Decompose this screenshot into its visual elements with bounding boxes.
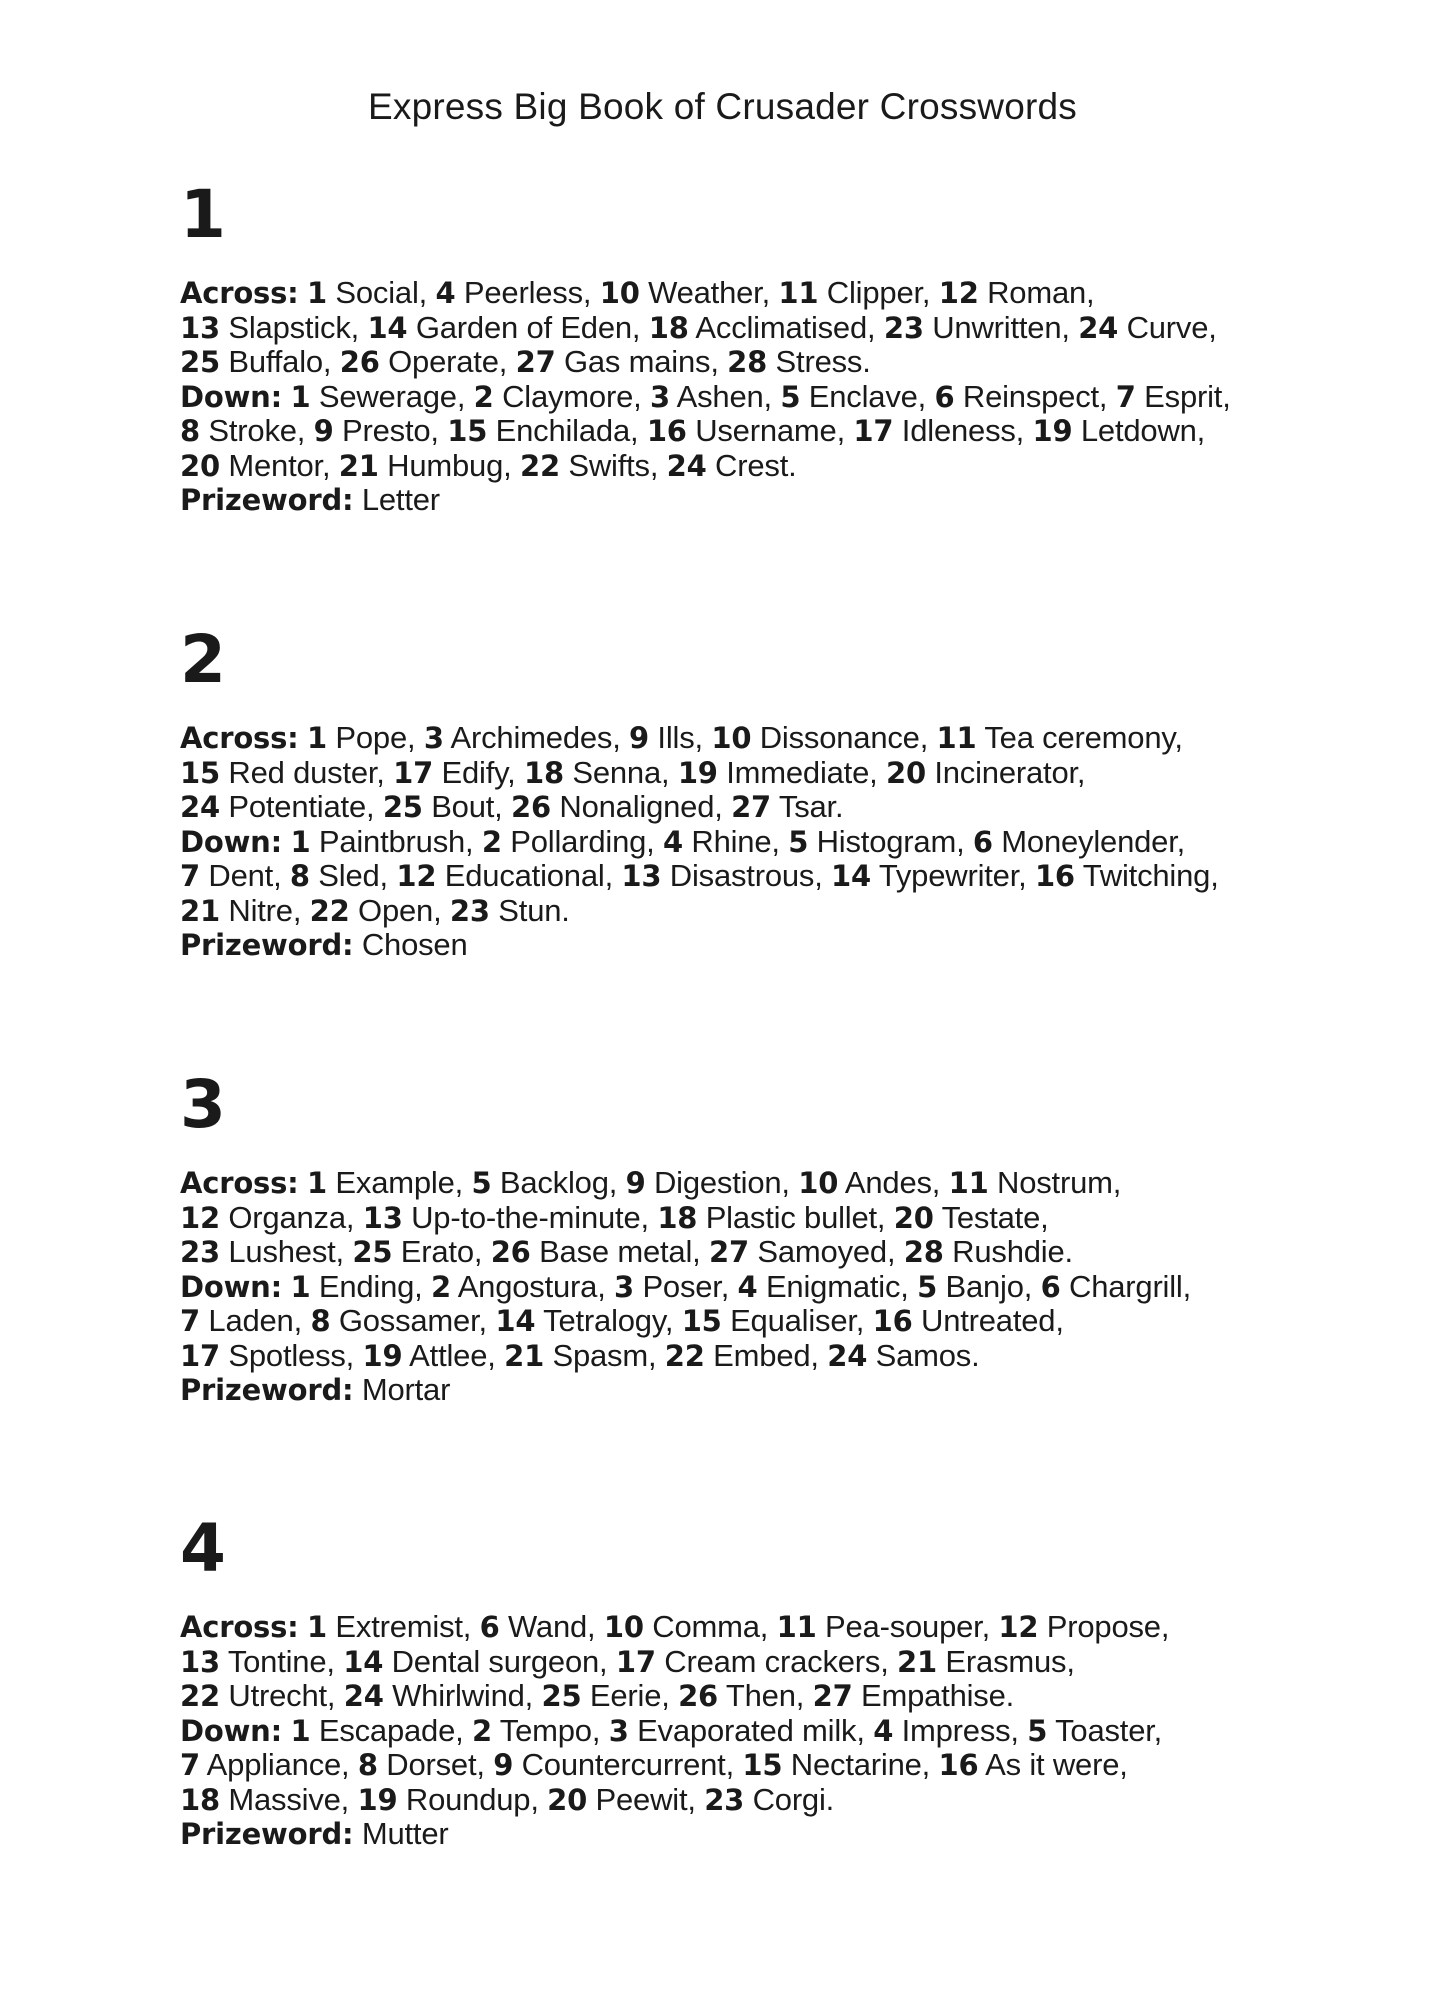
answer-text: Corgi. xyxy=(744,1781,835,1817)
clue-number: 13 xyxy=(621,859,662,893)
clue-number: 8 xyxy=(289,859,310,893)
answer-text: Countercurrent, xyxy=(513,1747,743,1782)
clue-number: Prizeword: xyxy=(180,1817,354,1851)
answer-text: Chargrill, xyxy=(1060,1268,1192,1304)
answer-text: Andes, xyxy=(838,1165,949,1200)
answer-text: Acclimatised, xyxy=(688,309,884,345)
puzzle-4 xyxy=(180,1510,1360,1852)
clue-number: 11 xyxy=(778,276,819,310)
answer-text xyxy=(299,720,307,755)
clue-number: 3 xyxy=(423,721,444,755)
clue-number: 11 xyxy=(948,1166,989,1200)
clue-number: 28 xyxy=(903,1235,944,1269)
solution-text xyxy=(180,276,1360,518)
answer-text: Testate, xyxy=(933,1199,1049,1235)
answer-text: Attlee, xyxy=(402,1337,505,1373)
answer-text: Peewit, xyxy=(587,1781,705,1817)
clue-number: 14 xyxy=(831,859,871,893)
answer-text: As it were, xyxy=(978,1747,1128,1782)
clue-number: 3 xyxy=(608,1713,629,1748)
clue-number: 12 xyxy=(998,1610,1039,1644)
clue-number: Across: xyxy=(180,1166,299,1200)
clue-number: 7 xyxy=(1115,379,1136,414)
clue-number: 13 xyxy=(362,1200,403,1235)
solution-line xyxy=(180,1373,1360,1408)
answer-text: Plastic bullet, xyxy=(697,1199,894,1235)
clue-number: 24 xyxy=(343,1679,384,1713)
answer-text: Stun. xyxy=(489,892,570,928)
clue-number: 20 xyxy=(180,448,220,483)
clue-number: 19 xyxy=(677,755,718,790)
answer-text: Ills, xyxy=(649,720,712,755)
answer-text: Unwritten, xyxy=(923,309,1079,345)
answer-text: Enclave, xyxy=(800,378,935,414)
clue-number: 15 xyxy=(180,755,220,790)
answer-text: Spotless, xyxy=(219,1337,363,1373)
clue-number: 11 xyxy=(936,721,977,755)
answer-text: Disastrous, xyxy=(661,858,832,893)
clue-number: 24 xyxy=(827,1338,868,1373)
clue-number: 19 xyxy=(362,1338,403,1373)
clue-number: 5 xyxy=(471,1166,492,1200)
answer-text: Incinerator, xyxy=(925,754,1086,790)
answer-text: Eerie, xyxy=(581,1678,679,1713)
puzzle-number: 1 xyxy=(180,176,226,253)
answer-text: Histogram, xyxy=(808,823,973,859)
answer-text: Educational, xyxy=(436,858,622,893)
solution-line xyxy=(180,859,1360,894)
answer-text: Erasmus, xyxy=(937,1643,1075,1679)
clue-number: 1 xyxy=(290,1713,311,1748)
answer-text: Backlog, xyxy=(491,1165,626,1200)
answer-text: Gossamer, xyxy=(330,1303,496,1338)
clue-number: 6 xyxy=(972,824,993,859)
answer-text: Laden, xyxy=(199,1303,311,1338)
solution-line xyxy=(180,1235,1360,1270)
answer-text: Tetralogy, xyxy=(535,1303,682,1338)
answer-text: Rhine, xyxy=(682,823,789,859)
answer-text: Idleness, xyxy=(893,413,1033,448)
clue-number: 21 xyxy=(338,448,379,483)
answer-text: Letter xyxy=(353,482,440,517)
clue-number: 16 xyxy=(1034,859,1075,893)
clue-number: 8 xyxy=(357,1748,378,1782)
solution-line xyxy=(180,276,1360,311)
solution-line xyxy=(180,1304,1360,1339)
answer-text: Banjo, xyxy=(937,1268,1041,1304)
answer-text: Propose, xyxy=(1038,1609,1170,1644)
answer-text: Open, xyxy=(349,892,450,928)
answer-text: Dent, xyxy=(199,858,290,893)
answer-text: Ending, xyxy=(310,1268,432,1304)
answer-text: Paintbrush, xyxy=(310,823,482,859)
clue-number: 25 xyxy=(541,1679,582,1713)
clue-number: Across: xyxy=(180,276,299,310)
clue-number: 2 xyxy=(471,1713,492,1748)
clue-number: 18 xyxy=(657,1200,698,1235)
answer-text: Roundup, xyxy=(397,1781,548,1817)
clue-number: 27 xyxy=(709,1235,749,1269)
clue-number: 16 xyxy=(938,1748,979,1782)
answer-text: Escapade, xyxy=(310,1712,472,1748)
answer-text xyxy=(299,275,307,310)
clue-number: 27 xyxy=(812,1679,853,1713)
clue-number: 25 xyxy=(180,345,220,379)
clue-number: 26 xyxy=(678,1679,719,1713)
answer-text: Comma, xyxy=(643,1609,777,1644)
answer-text: Enigmatic, xyxy=(757,1268,918,1304)
solution-line xyxy=(180,1339,1360,1374)
clue-number: 2 xyxy=(431,1269,451,1304)
clue-number: Prizeword: xyxy=(180,483,354,517)
clue-number: 18 xyxy=(648,310,689,345)
solution-line xyxy=(180,1270,1360,1305)
clue-number: 4 xyxy=(435,276,456,310)
answer-text: Mentor, xyxy=(219,447,339,483)
clue-number: 1 xyxy=(290,824,311,859)
clue-number: 6 xyxy=(1040,1269,1061,1304)
clue-number: 24 xyxy=(666,448,707,483)
answer-text: Angostura, xyxy=(451,1268,615,1304)
answer-text: Untreated, xyxy=(912,1303,1064,1338)
answer-text: Social, xyxy=(327,275,436,310)
clue-number: 17 xyxy=(853,414,894,448)
answer-text: Pope, xyxy=(327,720,424,755)
answer-text: Presto, xyxy=(333,413,448,448)
clue-number: 9 xyxy=(313,414,334,448)
answer-text: Peerless, xyxy=(455,275,600,310)
answer-text: Chosen xyxy=(353,927,468,962)
answer-text: Buffalo, xyxy=(219,344,340,379)
answer-text: Enchilada, xyxy=(487,413,647,448)
solution-line xyxy=(180,414,1360,449)
clue-number: 13 xyxy=(180,1644,220,1679)
answer-text: Pollarding, xyxy=(501,823,663,859)
answer-text: Clipper, xyxy=(818,275,939,310)
clue-number: 19 xyxy=(1032,414,1073,448)
clue-number: 27 xyxy=(731,790,772,824)
clue-number: 2 xyxy=(481,824,502,859)
answer-text: Username, xyxy=(686,413,854,448)
clue-number: 21 xyxy=(180,893,220,928)
clue-number: 23 xyxy=(180,1235,220,1269)
clue-number: 1 xyxy=(290,379,311,414)
answer-text: Immediate, xyxy=(717,754,886,790)
answer-text: Tontine, xyxy=(219,1643,344,1679)
clue-number: 19 xyxy=(357,1782,398,1817)
solution-line xyxy=(180,1610,1360,1645)
clue-number: 3 xyxy=(614,1269,635,1304)
solution-line xyxy=(180,345,1360,380)
solution-line xyxy=(180,928,1360,963)
clue-number: 10 xyxy=(603,1610,644,1644)
answer-text: Extremist, xyxy=(327,1609,480,1644)
clue-number: 12 xyxy=(180,1200,220,1235)
clue-number: 5 xyxy=(1027,1713,1048,1748)
answer-text: Evaporated milk, xyxy=(628,1712,874,1748)
clue-number: 26 xyxy=(339,345,380,379)
clue-number: 9 xyxy=(625,1166,646,1200)
clue-number: 10 xyxy=(711,721,752,755)
clue-number: Down: xyxy=(180,379,283,414)
solution-line xyxy=(180,756,1360,791)
solution-line xyxy=(180,790,1360,825)
clue-number: 20 xyxy=(885,755,926,790)
clue-number: 2 xyxy=(473,379,494,414)
solution-line xyxy=(180,1645,1360,1680)
clue-number: 27 xyxy=(515,345,556,379)
answer-text: Edify, xyxy=(433,754,524,790)
answer-text: Curve, xyxy=(1118,309,1217,345)
clue-number: 9 xyxy=(629,721,650,755)
solution-line xyxy=(180,380,1360,415)
solution-line xyxy=(180,311,1360,346)
puzzle-2 xyxy=(180,621,1360,963)
answer-text: Mortar xyxy=(353,1372,451,1407)
solution-line xyxy=(180,1201,1360,1236)
solution-line xyxy=(180,721,1360,756)
solution-text xyxy=(180,1166,1360,1408)
clue-number: 14 xyxy=(495,1304,536,1338)
answer-text: Impress, xyxy=(893,1712,1028,1748)
answer-text: Whirlwind, xyxy=(383,1678,542,1713)
clue-number: 22 xyxy=(519,448,560,483)
answer-text: Tempo, xyxy=(491,1712,609,1748)
answer-text: Cream crackers, xyxy=(655,1643,898,1679)
clue-number: 4 xyxy=(662,824,683,859)
answer-text: Stress. xyxy=(767,344,871,379)
answer-text: Base metal, xyxy=(530,1234,709,1269)
clue-number: 16 xyxy=(872,1304,913,1338)
clue-number: 12 xyxy=(396,859,437,893)
answer-text: Poser, xyxy=(634,1268,738,1304)
solution-line xyxy=(180,825,1360,860)
answer-text: Potentiate, xyxy=(219,789,383,824)
puzzle-number: 3 xyxy=(180,1066,226,1143)
answer-text: Nectarine, xyxy=(782,1747,939,1782)
answer-text: Slapstick, xyxy=(219,309,368,345)
clue-number: 20 xyxy=(547,1782,588,1817)
answer-text: Claymore, xyxy=(493,378,650,414)
clue-number: 1 xyxy=(307,1166,327,1200)
answer-text: Moneylender, xyxy=(992,823,1186,859)
clue-number: 6 xyxy=(934,379,955,414)
puzzle-number: 2 xyxy=(180,621,226,698)
answer-text: Twitching, xyxy=(1074,858,1219,893)
answer-text: Erato, xyxy=(392,1234,491,1269)
answer-text: Typewriter, xyxy=(871,858,1035,893)
clue-number: 24 xyxy=(180,790,220,824)
clue-number: 5 xyxy=(780,379,801,414)
solution-line xyxy=(180,1714,1360,1749)
answer-text: Roman, xyxy=(978,275,1095,310)
answer-text: Red duster, xyxy=(219,754,394,790)
solution-text xyxy=(180,721,1360,963)
clue-number: 18 xyxy=(523,755,564,790)
clue-number: Across: xyxy=(180,721,299,755)
clue-number: 11 xyxy=(776,1610,817,1644)
answer-text: Tsar. xyxy=(771,789,844,824)
clue-number: 8 xyxy=(180,414,200,448)
clue-number: 10 xyxy=(798,1166,839,1200)
answer-text: Nonaligned, xyxy=(550,789,732,824)
answer-text: Empathise. xyxy=(852,1678,1015,1713)
answer-text: Pea-souper, xyxy=(816,1609,999,1644)
solution-line xyxy=(180,1783,1360,1818)
clue-number: 17 xyxy=(180,1338,220,1373)
answer-text: Then, xyxy=(718,1678,813,1713)
clue-number: 13 xyxy=(180,310,220,345)
clue-number: 1 xyxy=(307,276,327,310)
clue-number: 15 xyxy=(681,1304,722,1338)
answer-text: Digestion, xyxy=(645,1165,799,1200)
clue-number: 26 xyxy=(490,1235,531,1269)
clue-number: 25 xyxy=(382,790,423,824)
solution-line xyxy=(180,483,1360,518)
answer-text: Example, xyxy=(327,1165,472,1200)
answer-text: Dental surgeon, xyxy=(383,1643,616,1679)
answer-text: Up-to-the-minute, xyxy=(402,1199,658,1235)
answer-text: Bout, xyxy=(422,789,512,824)
solution-text xyxy=(180,1610,1360,1852)
puzzle-3 xyxy=(180,1066,1360,1408)
clue-number: 23 xyxy=(883,310,924,345)
answer-text: Samos. xyxy=(867,1337,980,1373)
solution-line xyxy=(180,449,1360,484)
answer-text: Samoyed, xyxy=(748,1234,904,1269)
clue-number: 20 xyxy=(893,1200,934,1235)
answer-text: Stroke, xyxy=(199,413,314,448)
answer-text: Archimedes, xyxy=(443,720,630,755)
answer-text: Swifts, xyxy=(559,447,667,483)
clue-number: 14 xyxy=(343,1644,384,1679)
clue-number: 5 xyxy=(917,1269,938,1304)
solution-line xyxy=(180,1679,1360,1714)
clue-number: 28 xyxy=(727,345,768,379)
answer-text: Lushest, xyxy=(219,1234,353,1269)
answer-text: Senna, xyxy=(563,754,678,790)
answer-text: Esprit, xyxy=(1135,378,1231,414)
clue-number: 22 xyxy=(309,893,350,928)
answer-text: Spasm, xyxy=(544,1337,665,1373)
answer-text: Sled, xyxy=(309,858,397,893)
clue-number: 1 xyxy=(307,1610,327,1644)
clue-number: 7 xyxy=(180,859,200,893)
clue-number: 1 xyxy=(290,1269,311,1304)
clue-number: 8 xyxy=(310,1304,331,1338)
clue-number: 15 xyxy=(447,414,488,448)
answer-text: Dissonance, xyxy=(751,720,937,755)
clue-number: 23 xyxy=(449,893,490,928)
clue-number: Prizeword: xyxy=(180,928,354,962)
answer-text: Utrecht, xyxy=(219,1678,344,1713)
clue-number: 9 xyxy=(493,1748,514,1782)
answer-text: Tea ceremony, xyxy=(976,720,1183,755)
answer-text: Massive, xyxy=(219,1781,358,1817)
page-title: Express Big Book of Crusader Crosswords xyxy=(367,86,1077,127)
clue-number: 1 xyxy=(307,721,327,755)
answer-text xyxy=(299,1609,307,1644)
answer-text: Mutter xyxy=(353,1816,449,1851)
clue-number: 25 xyxy=(352,1235,393,1269)
clue-number: Across: xyxy=(180,1610,299,1644)
clue-number: 24 xyxy=(1078,310,1119,345)
answer-text: Rushdie. xyxy=(943,1234,1073,1269)
clue-number: 7 xyxy=(180,1748,200,1782)
answer-text: Equaliser, xyxy=(721,1303,873,1338)
clue-number: Down: xyxy=(180,1269,283,1304)
clue-number: 21 xyxy=(897,1644,938,1679)
clue-number: 4 xyxy=(873,1713,894,1748)
answer-text: Embed, xyxy=(704,1337,828,1373)
answer-text: Humbug, xyxy=(378,447,520,483)
solution-line xyxy=(180,1166,1360,1201)
answer-text: Nostrum, xyxy=(988,1165,1122,1200)
clue-number: 3 xyxy=(649,379,670,414)
solution-line xyxy=(180,1817,1360,1852)
clue-number: Prizeword: xyxy=(180,1373,354,1407)
clue-number: 7 xyxy=(180,1304,200,1338)
clue-number: 12 xyxy=(938,276,979,310)
clue-number: 23 xyxy=(704,1782,745,1817)
clue-number: 10 xyxy=(599,276,640,310)
answer-text: Ashen, xyxy=(669,378,781,414)
answer-text: Toaster, xyxy=(1047,1712,1163,1748)
answer-text xyxy=(299,1165,307,1200)
answer-text: Nitre, xyxy=(219,892,310,928)
solution-line xyxy=(180,894,1360,929)
clue-number: 4 xyxy=(737,1269,758,1304)
answer-text: Garden of Eden, xyxy=(407,309,649,345)
answer-text: Wand, xyxy=(499,1609,604,1644)
answer-text: Appliance, xyxy=(199,1747,358,1782)
clue-number: 16 xyxy=(646,414,687,448)
answer-text: Crest. xyxy=(706,447,797,483)
clue-number: 26 xyxy=(511,790,551,824)
puzzle-1 xyxy=(180,176,1360,518)
answer-text: Organza, xyxy=(219,1199,363,1235)
solution-line xyxy=(180,1748,1360,1783)
answer-text: Operate, xyxy=(379,344,516,379)
clue-number: 21 xyxy=(504,1338,545,1373)
clue-number: 14 xyxy=(367,310,408,345)
clue-number: 22 xyxy=(180,1679,220,1713)
answer-text: Gas mains, xyxy=(555,344,728,379)
clue-number: 18 xyxy=(180,1782,220,1817)
answer-text: Weather, xyxy=(639,275,779,310)
clue-number: 22 xyxy=(664,1338,705,1373)
answer-text: Sewerage, xyxy=(310,378,474,414)
clue-number: 17 xyxy=(393,755,434,790)
clue-number: 6 xyxy=(479,1610,500,1644)
clue-number: Down: xyxy=(180,1713,283,1748)
answer-text: Reinspect, xyxy=(954,378,1116,414)
clue-number: 5 xyxy=(788,824,809,859)
clue-number: Down: xyxy=(180,824,283,859)
puzzle-number: 4 xyxy=(180,1510,226,1587)
answer-text: Letdown, xyxy=(1072,413,1206,448)
clue-number: 17 xyxy=(615,1644,656,1679)
clue-number: 15 xyxy=(742,1748,783,1782)
answer-text: Dorset, xyxy=(377,1747,494,1782)
